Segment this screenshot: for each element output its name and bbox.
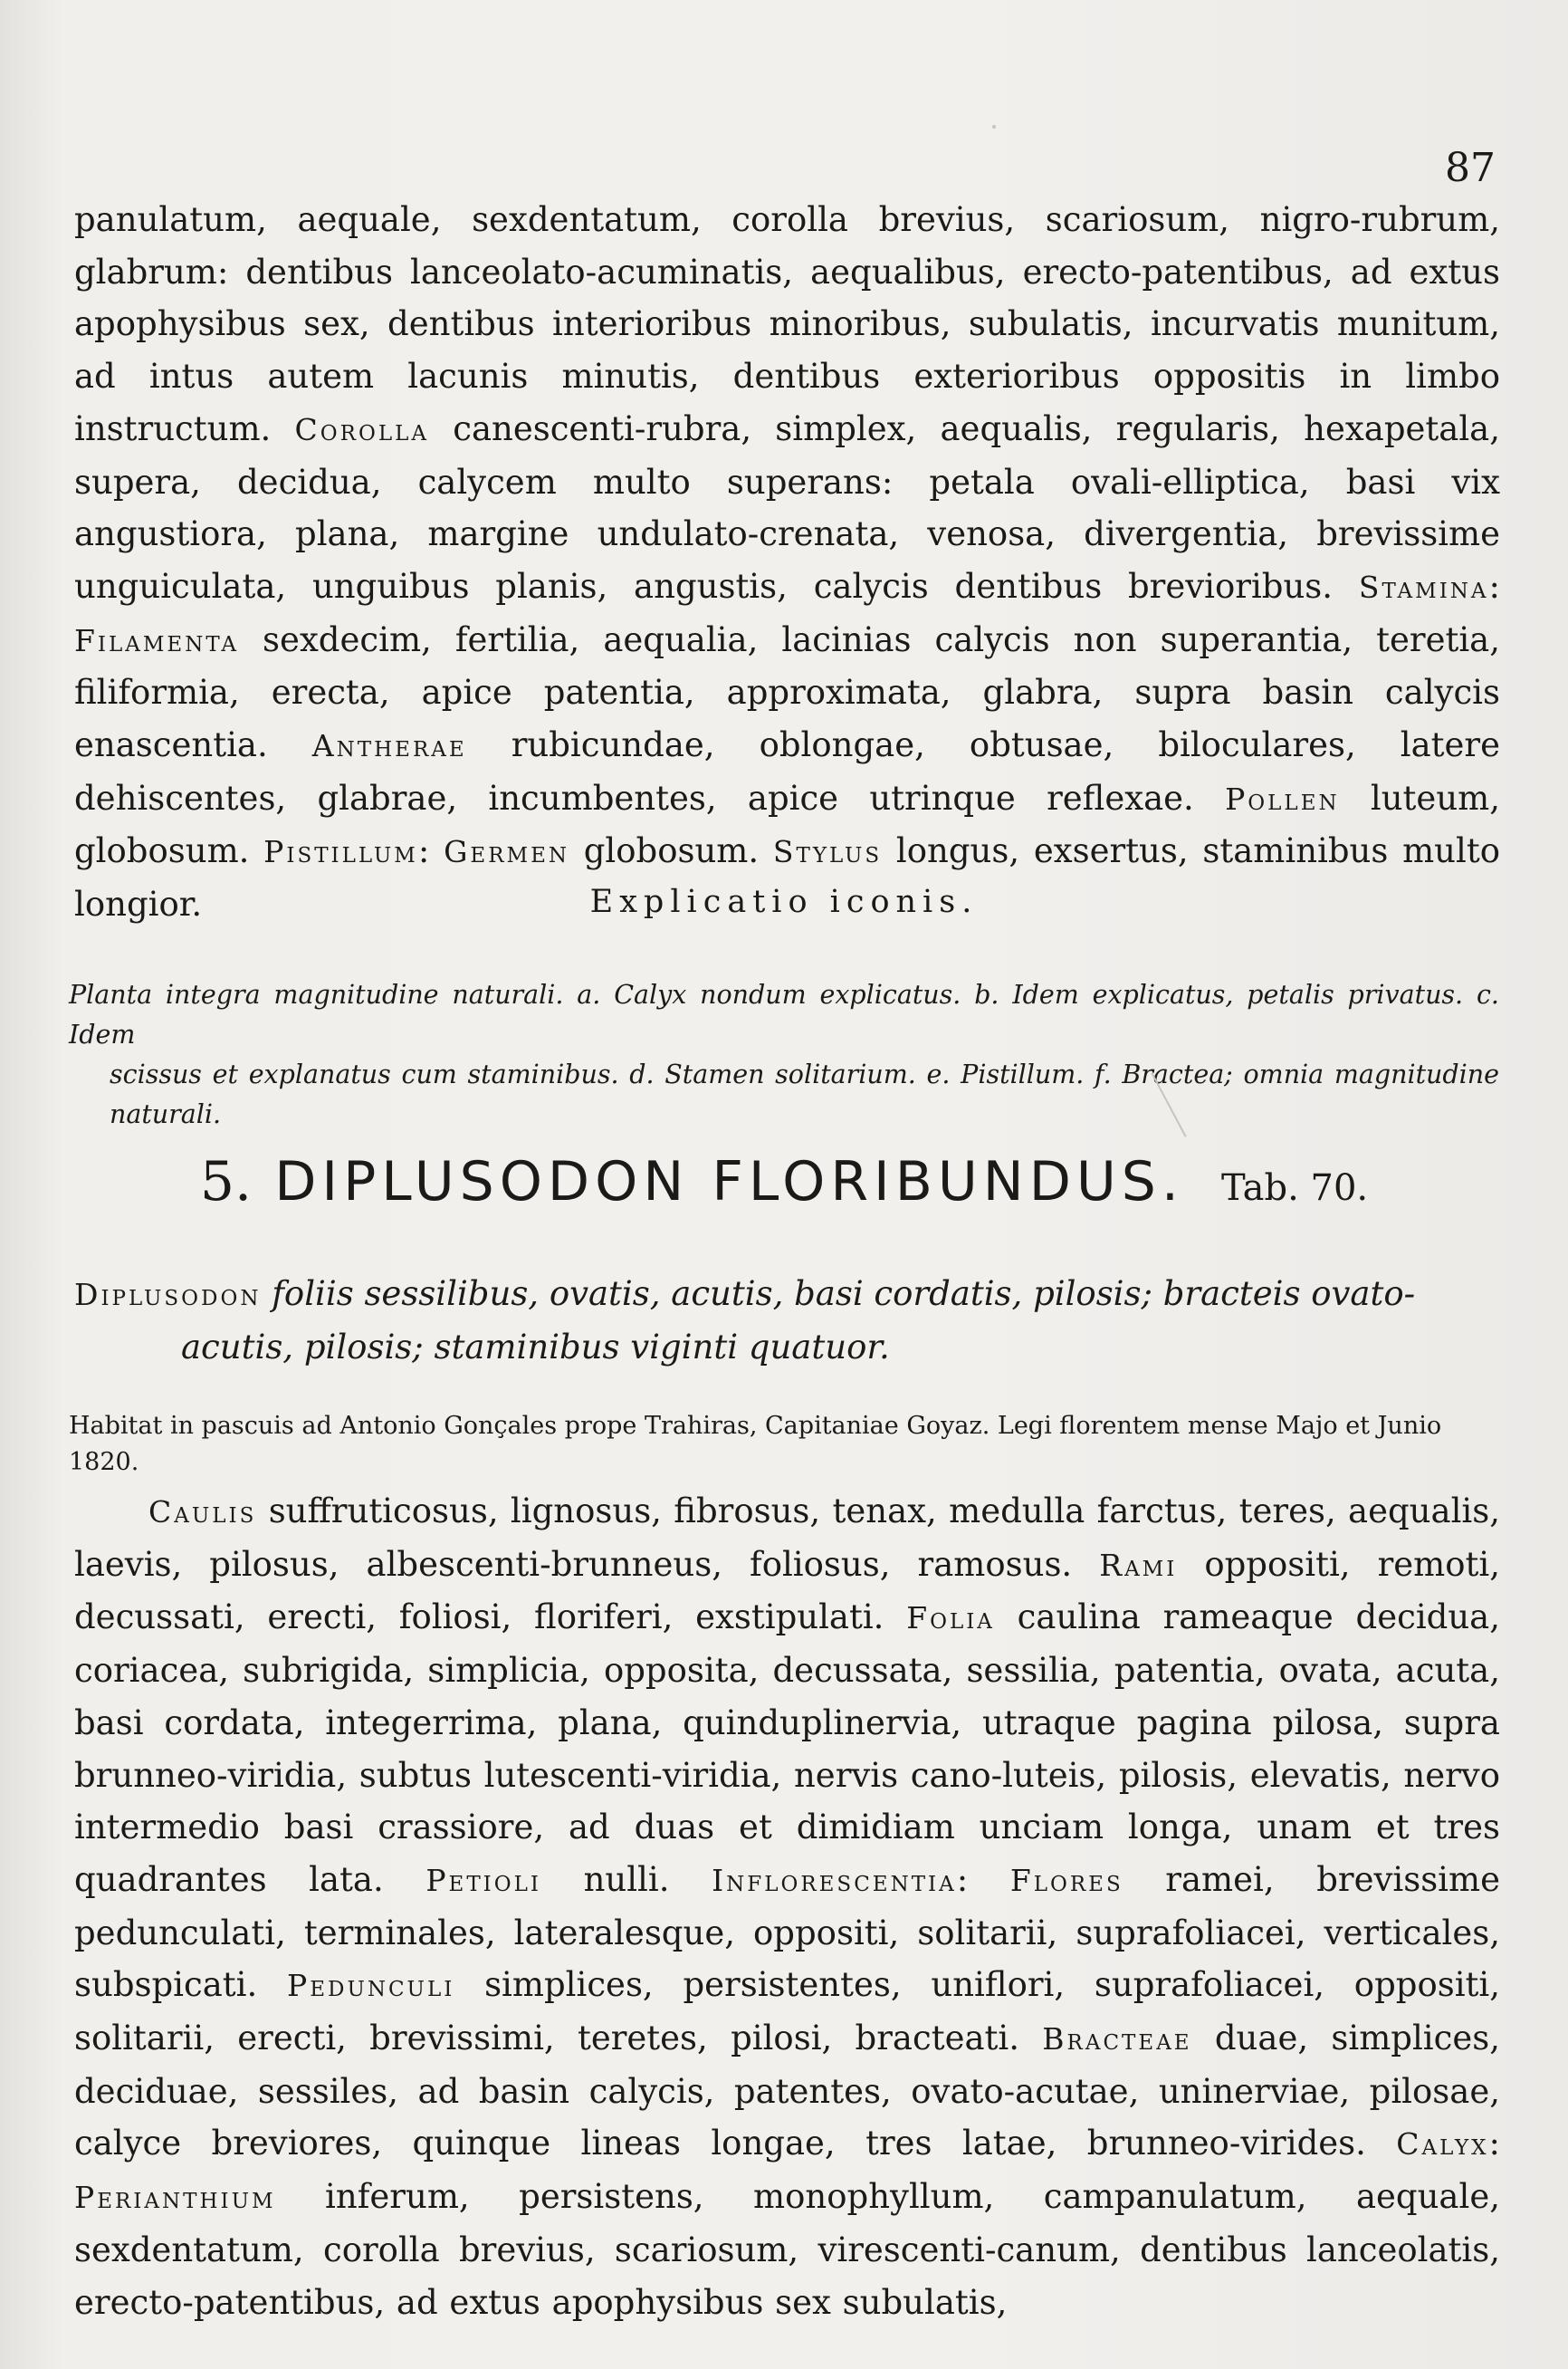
text-run: rubicundae, oblongae, obtusae, biloculares, latere dehiscentes, glabrae, incumbentes, apice utrinque reflexae. — [74, 725, 1501, 818]
small-caps-term: Caulis — [148, 1494, 257, 1530]
text-run: simplices, persistentes, uniflori, suprafoliacei, oppositi, solitarii, erecti, brevissimi, teretes, pilosi, bracteati. — [74, 1965, 1500, 2058]
text-run: oppositi, remoti, decussati, erecti, foliosi, floriferi, exstipulati. — [74, 1544, 1500, 1637]
small-caps-term: Corolla — [294, 411, 429, 447]
ink-speck — [992, 125, 996, 129]
species-diagnosis — [74, 1268, 1500, 1374]
small-caps-term: Rami — [1099, 1547, 1178, 1583]
small-caps-term: Calyx — [1396, 2126, 1489, 2163]
text-run: : — [1488, 566, 1500, 606]
small-caps-term: Pedunculi — [287, 1968, 455, 2004]
text-run: canescenti-rubra, simplex, aequalis, regularis, hexapetala, supera, decidua, calycem multo superans: petala ovali-elliptica, basi vix angustiora, plana, margine undulato-crenata, venosa, divergentia, brevissime unguiculata, unguibus planis, angustis, calycis dentibus brevioribus. — [74, 408, 1500, 606]
small-caps-term: Flores — [1009, 1862, 1123, 1898]
small-caps-term: Pollen — [1225, 781, 1340, 817]
small-caps-term: Germen — [444, 834, 569, 870]
text-run: suffruticosus, lignosus, fibrosus, tenax, medulla farctus, teres, aequalis, laevis, pilosus, albescenti-brunneus, foliosus, ramosus. — [74, 1491, 1500, 1584]
small-caps-term: Bracteae — [1042, 2021, 1192, 2057]
small-caps-term: Perianthium — [74, 2180, 276, 2216]
diagnosis-line-1: foliis sessilibus, ovatis, acutis, basi cordatis, pilosis; bracteis ovato- — [272, 1274, 1416, 1313]
text-run: inferum, persistens, monophyllum, campanulatum, aequale, sexdentatum, corolla brevius, scariosum, virescenti-canum, dentibus lanceolatis, erecto-patentibus, ad extus apophysibus sex subulatis, — [74, 2177, 1500, 2322]
text-run: duae, simplices, deciduae, sessiles, ad basin calycis, patentes, ovato-acutae, uninerviae, pilosae, calyce breviores, quinque lineas longae, tres latae, brunneo-virides. — [74, 2019, 1500, 2163]
text-run: : — [1488, 2124, 1500, 2163]
text-run: longus, exsertus, staminibus multo longior. — [74, 831, 1500, 925]
description-paragraph-2 — [74, 1485, 1500, 2328]
text-run: : — [956, 1859, 1010, 1899]
small-caps-term: Filamenta — [74, 622, 240, 658]
description-paragraph-1 — [74, 194, 1500, 931]
figure-caption — [69, 975, 1499, 1135]
habitat-note: Habitat in pascuis ad Antonio Gonçales prope Trahiras, Capitaniae Goyaz. Legi florentem mense Majo et Junio 1820. — [69, 1412, 1442, 1476]
text-run: caulina rameaque decidua, coriacea, subrigida, simplicia, opposita, decussata, sessilia, patentia, ovata, acuta, basi cordata, integerrima, plana, quinduplinervia, utraque pagina pilosa, supra brunneo-viridia, subtus lutescenti-viridia, nervis cano-luteis, pilosis, elevatis, nervo intermedio basi crassiore, ad duas et dimidiam unciam longa, unam et tres quadrantes lata. — [74, 1597, 1500, 1899]
species-number: 5. — [199, 1150, 253, 1213]
small-caps-term: Folia — [906, 1600, 995, 1636]
text-run: nulli. — [540, 1859, 712, 1899]
small-caps-term: Stylus — [772, 834, 883, 870]
small-caps-term: Pistillum — [263, 834, 418, 870]
text-run: luteum, globosum. — [74, 778, 1500, 871]
small-caps-term: Stamina — [1358, 569, 1489, 605]
page-number: 87 — [1445, 145, 1496, 191]
diagnosis-line-2: acutis, pilosis; staminibus viginti quatuor. — [181, 1328, 890, 1367]
explicatio-heading: Explicatio iconis. — [589, 884, 979, 920]
species-title: DIPLUSODON FLORIBUNDUS. — [274, 1150, 1184, 1213]
plate-reference: Tab. 70. — [1221, 1167, 1369, 1209]
diagnosis-genus: Diplusodon — [74, 1277, 262, 1312]
text-run: ramei, brevissime pedunculati, terminales, lateralesque, oppositi, solitarii, suprafoliacei, verticales, subspicati. — [74, 1859, 1500, 2005]
caption-continuation: scissus et explanatus cum staminibus. d. Stamen solitarium. e. Pistillum. f. Bractea; omnia magnitudine naturali. — [110, 1060, 1499, 1129]
species-heading — [0, 1150, 1568, 1213]
small-caps-term: Antherae — [311, 728, 467, 764]
small-caps-term: Petioli — [425, 1862, 541, 1898]
text-run: globosum. — [569, 831, 773, 871]
text-run: sexdecim, fertilia, aequalia, lacinias calycis non superantia, teretia, filiformia, erecta, apice patentia, approximata, glabra, supra basin calycis enascentia. — [74, 619, 1500, 765]
caption-line-1: Planta integra magnitudine naturali. a. Calyx nondum explicatus. b. Idem explicatus, petalis privatus. c. Idem — [69, 980, 1499, 1050]
text-run: : — [417, 831, 445, 871]
small-caps-term: Inflorescentia — [712, 1862, 957, 1898]
text-run: panulatum, aequale, sexdentatum, corolla brevius, scariosum, nigro-rubrum, glabrum: dentibus lanceolato-acuminatis, aequalibus, erecto-patentibus, ad extus apophysibus sex, dentibus interioribus minoribus, subulatis, incurvatis munitum, ad intus autem lacunis minutis, dentibus exterioribus oppositis in limbo instructum. — [74, 200, 1500, 448]
